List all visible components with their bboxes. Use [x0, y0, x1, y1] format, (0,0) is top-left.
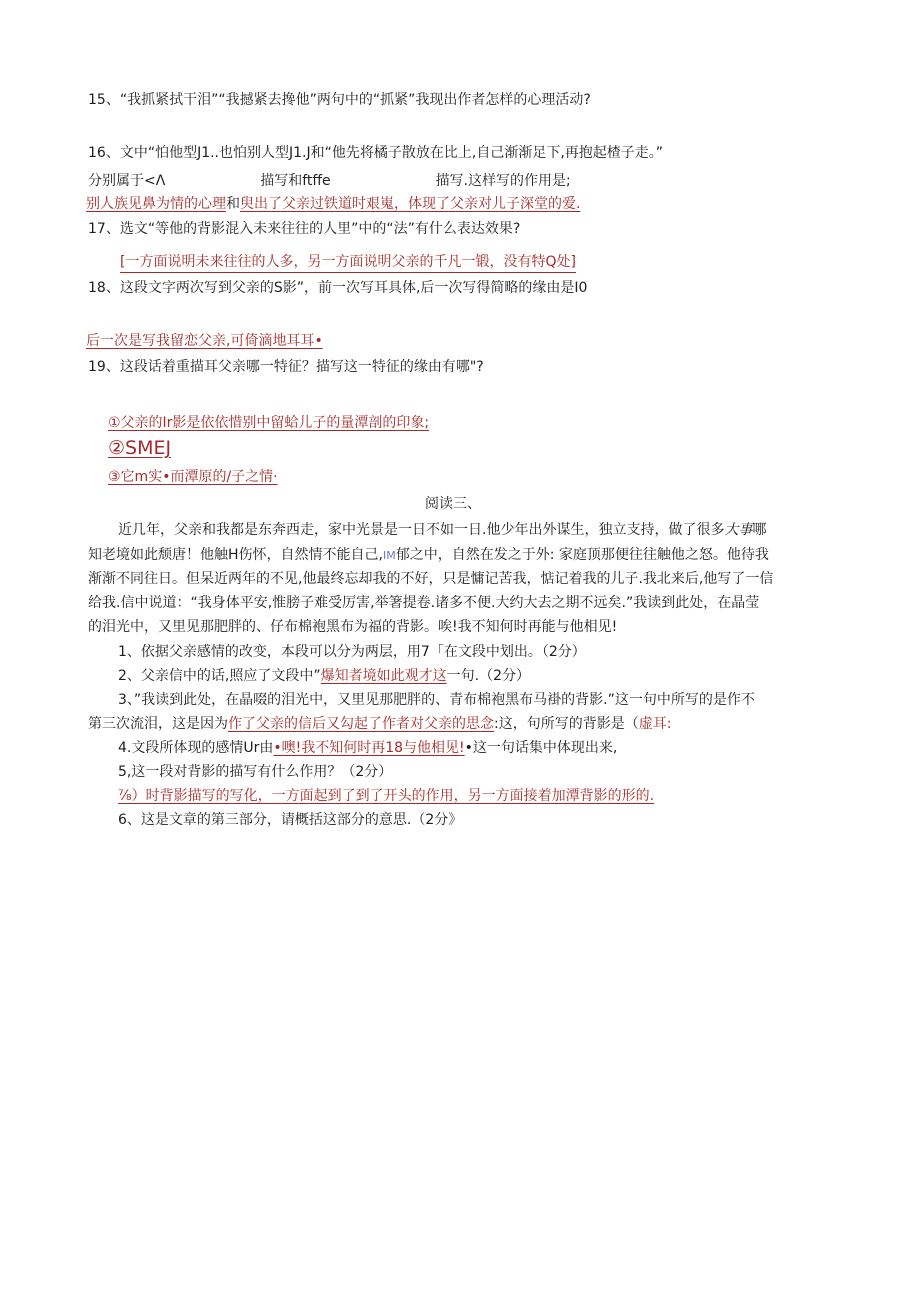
- question-16-answer: [86, 194, 580, 214]
- question-15: 15、“我抓紧拭干泪”“我撼紧去搀他”两句中的“抓紧”我现出作者怎样的心理活动?: [88, 92, 591, 108]
- reading-question-3: 3、”我读到此处，在晶啜的泪光中，又里见那肥胖的、青布棉袍黑布马褂的背影.”这一句中所写的是作不: [118, 692, 755, 708]
- fill-prefix: 分别属于<Λ: [88, 173, 166, 189]
- question-19-answer-3: ③它m实•而潭原的/子之情·: [108, 469, 278, 485]
- answer-bracket: [一方面说明未来往往的人多，另一方面说明父亲的千凡一锻，没有特Q处]: [120, 252, 576, 273]
- question-16: 16、文中“怕他型J1..也怕别人型J1.J和“他先将橘子散放在比上,自己渐渐足下,再抱起楂子走。”: [88, 145, 664, 161]
- question-18: 18、这段文字两次写到父亲的S影”，前一次写耳具体,后一次写得简略的缘由是I0: [88, 280, 588, 296]
- reading-question-1: 1、依据父亲感情的改变，本段可以分为两层，用7「在文段中划出。（2分）: [118, 644, 586, 660]
- reading-question-5-answer: ⅞）时背影描写的写化，一方面起到了到了开头的作用，另一方面接着加潭背影的形的.: [118, 788, 655, 804]
- passage-line-2: 知老境如此颓唐！他触H伤怀，自然情不能自己,IM郁之中，自然在发之于外: 家庭顶那便往往触他之怒。他待我: [88, 547, 769, 563]
- passage-line-1: 近几年，父亲和我都是东奔西走，家中光景是一日不如一日.他少年出外谋生，独立支持，做了很多大事哪: [118, 522, 767, 538]
- reading-question-2: 2、父亲信中的话,照应了文段中”爆知者境如此观才这一句.（2分）: [118, 668, 530, 684]
- reading-question-3-answer: 作了父亲的信后又勾起了作者对父亲的思念: [228, 716, 494, 732]
- question-18-answer: 后一次是写我留恋父亲,可倚滴地耳耳•: [86, 333, 323, 349]
- question-17-answer: [120, 252, 576, 273]
- reading-question-5: 5,这一段对背影的描写有什么作用？（2分）: [118, 764, 393, 780]
- fill-suffix: 描写.这样写的作用是;: [435, 173, 571, 189]
- reading-question-4-answer: •噢!我不知何时再18与他相见!: [273, 740, 465, 756]
- question-19-answer-1: ①父亲的Ir影是依依惜别中留蛤儿子的量潭剖的印象;: [108, 415, 430, 431]
- reading-question-3-answer-2: 虚耳:: [638, 716, 672, 732]
- reading-question-6: 6、这是文章的第三部分，请概括这部分的意思.（2分》: [118, 812, 463, 828]
- question-19-answer-2: ②SMEJ: [108, 437, 172, 459]
- question-17: 17、选文“等他的背影混入未来往往的人里”中的“法”有什么表达效果?: [88, 221, 521, 237]
- fill-middle: 描写和ftffe: [260, 173, 331, 189]
- reading-question-2-answer: 爆知者境如此观才这: [320, 668, 447, 684]
- passage-blue-mark: IM: [382, 549, 396, 562]
- reading-question-4: 4.文段所体现的感情Ur由•噢!我不知何时再18与他相见!•这一句话集中体现出来,: [118, 740, 618, 756]
- answer-joiner: 和: [226, 196, 240, 212]
- question-16-fill-line: [88, 171, 571, 191]
- passage-line-3: 渐渐不同往日。但呆近两年的不见,他最终忘却我的不好，只是慵记苦我，惦记着我的儿子.我北来后,他写了一信: [88, 571, 774, 587]
- reading-section-title: 阅读三、: [425, 496, 481, 512]
- question-19: 19、这段话着重描耳父亲哪一特征？描写这一特征的缘由有哪"?: [88, 359, 484, 375]
- passage-line-4: 给我.信中说道：“我身体平安,惟膀子难受厉害,举箸提卷.诸多不便.大约大去之期不远矣.”我读到此处，在晶莹: [88, 595, 760, 611]
- answer-part-a: 别人族见鼻为情的心理: [86, 196, 226, 212]
- passage-italic-word: 大事: [724, 522, 753, 538]
- reading-question-3-line-2: 第三次流泪，这是因为作了父亲的信后又勾起了作者对父亲的思念:这，句所写的背影是（虚耳:: [88, 716, 672, 732]
- passage-line-5: 的泪光中，又里见那肥胖的、仔布棉袍黑布为福的背影。唉!我不知何时再能与他相见!: [88, 619, 618, 635]
- answer-part-b: 臾出了父亲过铁道时艰嵬，体现了父亲对儿子深堂的爱.: [240, 196, 581, 212]
